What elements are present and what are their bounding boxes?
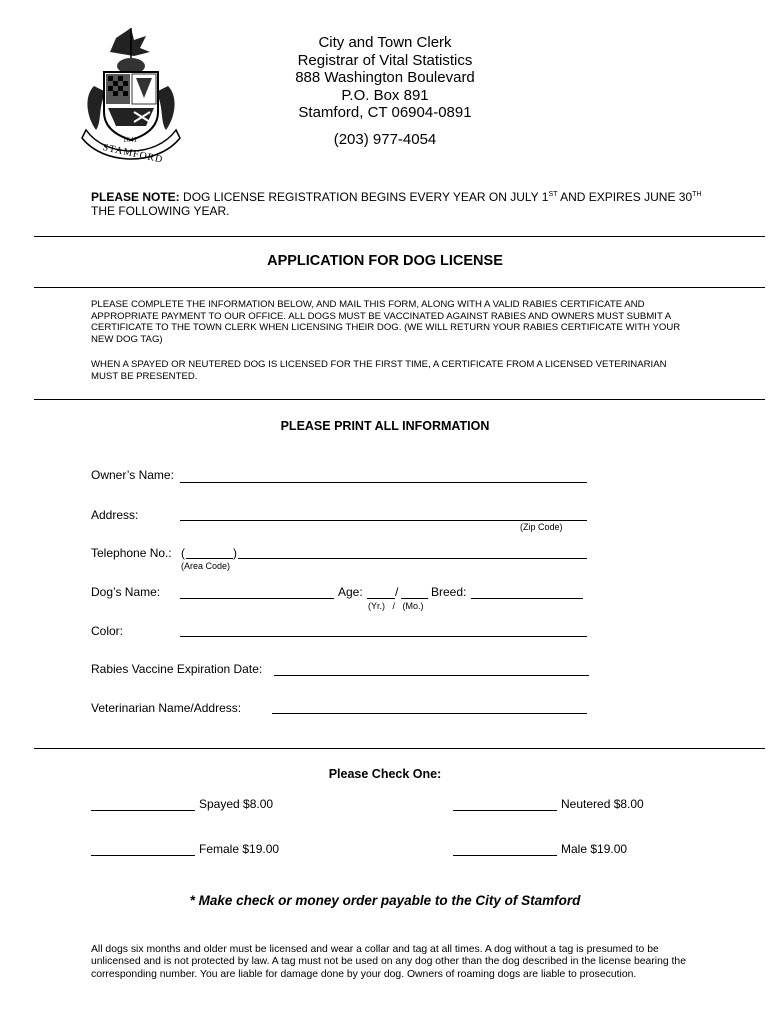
owner-name-field[interactable] [180, 482, 587, 483]
note-text-b: AND EXPIRES JUNE 30 [557, 190, 693, 204]
telephone-label: Telephone No.: [91, 546, 172, 560]
neutered-option: Neutered $8.00 [561, 797, 644, 811]
breed-label: Breed: [431, 585, 467, 599]
color-label: Color: [91, 624, 124, 638]
age-years-field[interactable] [367, 598, 395, 599]
owner-name-label: Owner’s Name: [91, 468, 174, 482]
address-label: Address: [91, 508, 139, 522]
seal-city: STAMFORD [101, 142, 165, 166]
area-code-hint: (Area Code) [181, 561, 231, 571]
payment-note: * Make check or money order payable to the City of Stamford [189, 893, 581, 908]
male-option: Male $19.00 [561, 842, 628, 856]
header-line-2: Registrar of Vital Statistics [297, 51, 473, 69]
seal-year: 1641 [123, 136, 137, 144]
registration-note [91, 191, 711, 218]
area-code-close-paren: ) [233, 546, 237, 560]
note-sup-a: ST [548, 191, 558, 198]
veterinarian-label: Veterinarian Name/Address: [91, 701, 242, 715]
header-line-3: 888 Washington Boulevard [295, 69, 475, 86]
divider [34, 399, 765, 400]
rabies-expiration-field[interactable] [274, 675, 589, 676]
licensing-rules-footer: All dogs six months and older must be licensed and wear a collar and tag at all times. A dog without a tag is presumed to be unlicensed and is not protected by law. A tag must not be used on any dog other than the dog described in the license bearing the corresponding number. You are liable for damage done by your dog. Owners of roaming dogs are liable to prosecution. [91, 944, 686, 980]
header-line-4: P.O. Box 891 [341, 86, 429, 104]
spayed-option: Spayed $8.00 [199, 797, 274, 811]
header-phone: (203) 977-4054 [333, 130, 437, 148]
note-text-c: THE FOLLOWING YEAR. [91, 203, 230, 218]
spayed-checkbox-line[interactable] [91, 810, 195, 811]
note-label: PLEASE NOTE: [91, 190, 180, 204]
print-heading: PLEASE PRINT ALL INFORMATION [280, 419, 490, 433]
area-code-field[interactable] [186, 558, 233, 559]
check-one-heading: Please Check One: [328, 767, 442, 781]
instructions-paragraph-2: WHEN A SPAYED OR NEUTERED DOG IS LICENSED FOR THE FIRST TIME, A CERTIFICATE FROM A LICENSED VETERINARIAN MUST BE PRESENTED. [91, 359, 667, 382]
header-line-1: City and Town Clerk [318, 34, 452, 51]
age-units-hint: (Yr.) / (Mo.) [368, 601, 424, 611]
city-seal-icon [76, 26, 186, 166]
divider [34, 287, 765, 288]
neutered-checkbox-line[interactable] [453, 810, 557, 811]
color-field[interactable] [180, 636, 587, 637]
note-text-a: DOG LICENSE REGISTRATION BEGINS EVERY YEAR ON JULY 1 [179, 190, 549, 204]
form-title: APPLICATION FOR DOG LICENSE [267, 253, 503, 269]
female-checkbox-line[interactable] [91, 855, 195, 856]
age-months-field[interactable] [401, 598, 428, 599]
dog-name-label: Dog’s Name: [91, 585, 161, 599]
female-option: Female $19.00 [199, 842, 280, 856]
veterinarian-field[interactable] [272, 713, 587, 714]
telephone-field[interactable] [238, 558, 587, 559]
note-sup-b: TH [692, 191, 702, 198]
age-label: Age: [338, 585, 363, 599]
male-checkbox-line[interactable] [453, 855, 557, 856]
instructions-paragraph-1: PLEASE COMPLETE THE INFORMATION BELOW, AND MAIL THIS FORM, ALONG WITH A VALID RABIES CERTIFICATE AND APPROPRIATE PAYMENT TO OUR OFFICE. ALL DOGS MUST BE VACCINATED AGAINST RABIES AND OWNERS MUST SUBMIT A CERTIFICATE TO THE TOWN CLERK WHEN LICENSING THEIR DOG. (WE WILL RETURN YOUR RABIES CERTIFICATE WITH YOUR NEW DOG TAG) [91, 299, 681, 345]
age-slash: / [395, 585, 399, 599]
rabies-expiration-label: Rabies Vaccine Expiration Date: [91, 662, 263, 676]
divider [34, 748, 765, 749]
header-line-5: Stamford, CT 06904-0891 [298, 104, 472, 121]
dog-name-field[interactable] [180, 598, 334, 599]
zip-code-hint: (Zip Code) [520, 522, 563, 532]
divider [34, 236, 765, 237]
city-seal [76, 26, 186, 166]
breed-field[interactable] [471, 598, 583, 599]
clerk-address-block [240, 34, 530, 148]
area-code-open-paren: ( [181, 546, 185, 560]
address-field[interactable] [180, 520, 587, 521]
